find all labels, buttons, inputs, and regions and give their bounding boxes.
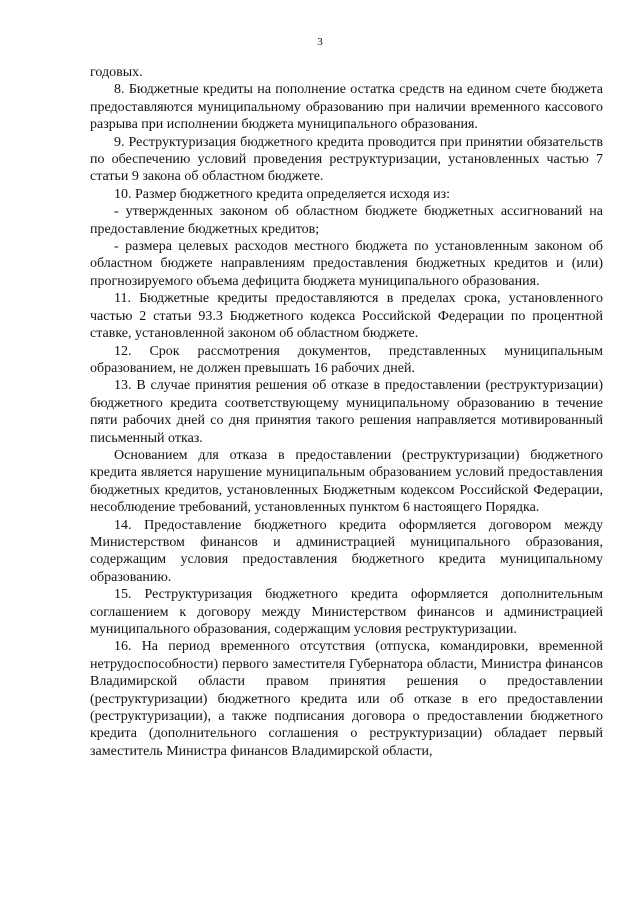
- paragraph-continuation: годовых.: [90, 65, 143, 80]
- list-item-appropriations: - утвержденных законом об областном бюджете бюджетных ассигнований на предоставление бюджетных кредитов;: [90, 204, 603, 237]
- paragraph-item-13: 13. В случае принятия решения об отказе в предоставлении (реструктуризации) бюджетного кредита соответствующему муниципальному образованию в течение пяти рабочих дней со дня принятия такого решения направляется мотивированный письменный отказ.: [90, 378, 603, 446]
- paragraph-item-15: 15. Реструктуризация бюджетного кредита оформляется дополнительным соглашением к договору между Министерством финансов и администрацией муниципального образования, содержащим условия реструктуризации.: [90, 587, 603, 637]
- page-number: 3: [317, 36, 323, 48]
- paragraph-item-10: 10. Размер бюджетного кредита определяется исходя из:: [114, 186, 451, 202]
- paragraph-item-11: 11. Бюджетные кредиты предоставляются в пределах срока, установленного частью 2 статьи 93.3 Бюджетного кодекса Российской Федерации по процентной ставке, установленной законом об областном бюджете.: [90, 291, 603, 342]
- paragraph-item-12: 12. Срок рассмотрения документов, представленных муниципальным образованием, не должен превышать 16 рабочих дней.: [90, 343, 603, 376]
- paragraph-item-16: 16. На период временного отсутствия (отпуска, командировки, временной нетрудоспособности) первого заместителя Губернатора области, Министра финансов Владимирской области правом принятия решения о предоставлении (реструктуризации) бюджетного кредита или об отказе в его предоставлении (реструктуризации), а также подписания договора о предоставлении бюджетного кредита (дополнительного соглашения о реструктуризации) обладает первый заместитель Министра финансов Владимирской области,: [90, 639, 603, 759]
- list-item-target-expenses: - размера целевых расходов местного бюджета по установленным законом об областном бюджете направлениям предоставления бюджетных кредитов и (или) прогнозируемого объема дефицита бюджета муниципального образования.: [90, 239, 603, 289]
- paragraph-refusal-grounds: Основанием для отказа в предоставлении (реструктуризации) бюджетного кредита является нарушение муниципальным образованием условий предоставления бюджетных кредитов, установленных Бюджетным кодексом Российской Федерации, несоблюдение требований, установленных пунктом 6 настоящего Порядка.: [90, 447, 603, 516]
- paragraph-item-8: 8. Бюджетные кредиты на пополнение остатка средств на едином счете бюджета предоставляются муниципальному образованию при наличии временного кассового разрыва при исполнении бюджета муниципального образования.: [90, 82, 603, 133]
- paragraph-item-14: 14. Предоставление бюджетного кредита оформляется договором между Министерством финансов и администрацией муниципального образования, содержащим условия предоставления бюджетного кредита муниципальному образованию.: [90, 517, 603, 585]
- document-body: [90, 64, 603, 760]
- paragraph-item-9: 9. Реструктуризация бюджетного кредита проводится при принятии обязательств по обеспечению условий проведения реструктуризации, установленных частью 7 статьи 9 закона об областном бюджете.: [90, 134, 603, 185]
